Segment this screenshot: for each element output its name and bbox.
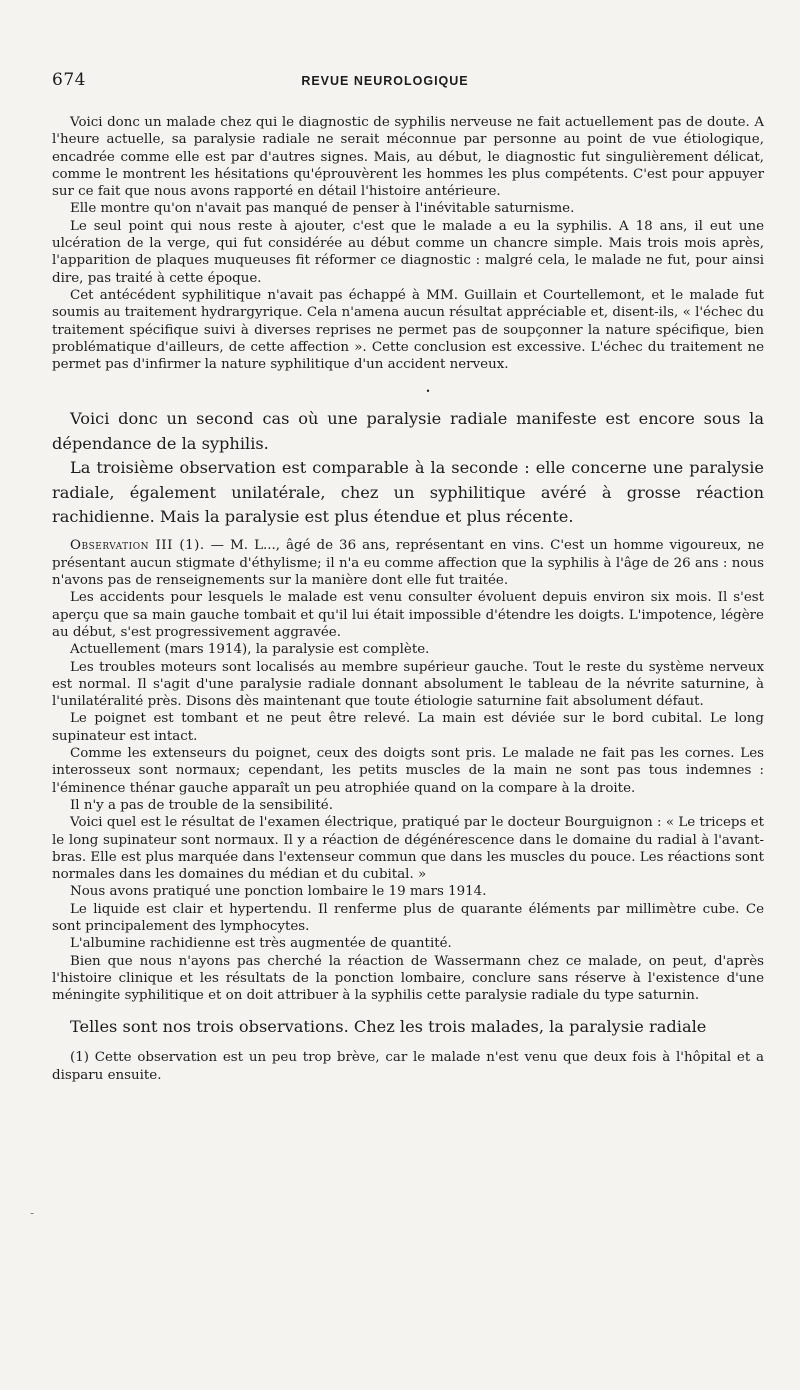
paragraph: Actuellement (mars 1914), la paralysie est complète. (70, 642, 430, 658)
paragraph: Cet antécédent syphilitique n'avait pas échappé à MM. Guillain et Courtellemont, et le malade fut soumis au traitement hydrargyrique. Cela n'amena aucun résultat appréciable et, disent-ils, « l'échec du traitement spécifique suivi à diverses reprises ne permet pas de soupçonner la nature spécifique, bien problématique d'ailleurs, de cette affection ». Cette conclusion est excessive. L'échec du traitement ne permet pas d'infirmer la nature syphilitique d'un accident nerveux. (52, 287, 764, 373)
observation-section (52, 537, 764, 1004)
paragraph: Il n'y a pas de trouble de la sensibilité. (70, 797, 333, 813)
observation-lead-text: — M. L..., âgé de 36 ans, représentant en vins. C'est un homme vigoureux, ne présentant aucun stigmate d'éthylisme; il n'a eu comme affection que la syphilis à l'âge de 26 ans : nous n'avons pas de renseignements sur la manière dont elle fut traitée. (52, 538, 764, 589)
page-header (52, 70, 764, 100)
paragraph: Comme les extenseurs du poignet, ceux des doigts sont pris. Le malade ne fait pas les cornes. Les interosseux sont normaux; cependant, les petits muscles de la main ne sont pas tous indemnes : l'éminence thénar gauche apparaît un peu atrophiée quand on la compare à la droite. (52, 746, 764, 796)
margin-mark: - (30, 1206, 35, 1220)
paragraph: La troisième observation est comparable à la seconde : elle concerne une paralysie radiale, également unilatérale, chez un syphilitique avéré à grosse réaction rachidienne. Mais la paralysie est plus étendue et plus récente. (52, 458, 764, 527)
page-number: 674 (52, 70, 86, 90)
paragraph: Le seul point qui nous reste à ajouter, c'est que le malade a eu la syphilis. A 18 ans, il eut une ulcération de la verge, qui fut considérée au début comme un chancre simple. Mais trois mois après, l'apparition de plaques muqueuses fit réformer ce diagnostic : malgré cela, le malade ne fut, pour ainsi dire, pas traité à cette époque. (52, 218, 764, 286)
footnote (52, 1049, 764, 1085)
footnote-text: (1) Cette observation est un peu trop brève, car le malade n'est venu que deux fois à l'hôpital et a disparu ensuite. (52, 1049, 764, 1083)
paragraph: Elle montre qu'on n'avait pas manqué de penser à l'inévitable saturnisme. (70, 201, 575, 217)
observation-title: Observation III (1). (70, 538, 205, 554)
paragraph: Le liquide est clair et hypertendu. Il renferme plus de quarante éléments par millimètre cube. Ce sont principalement des lymphocytes. (52, 901, 764, 935)
paragraph: Voici quel est le résultat de l'examen électrique, pratiqué par le docteur Bourguignon : « Le triceps et le long supinateur sont normaux. Il y a réaction de dégénérescence dans le domaine du radial à l'avant-bras. Elle est plus marquée dans l'extenseur commun que dans les muscles du pouce. Les réactions sont normales dans les domaines du médian et du cubital. » (52, 815, 764, 883)
paragraph: Voici donc un malade chez qui le diagnostic de syphilis nerveuse ne fait actuellement pas de doute. A l'heure actuelle, sa paralysie radiale ne serait méconnue par personne au point de vue étiologique, encadrée comme elle est par d'autres signes. Mais, au début, le diagnostic fut singulièrement délicat, comme le montrent les hésitations qu'éprouvèrent les hommes les plus compétents. C'est pour appuyer sur ce fait que nous avons rapporté en détail l'histoire antérieure. (52, 115, 764, 200)
intro-section (52, 114, 764, 373)
paragraph: L'albumine rachidienne est très augmentée de quantité. (70, 936, 452, 952)
observation-lead (52, 537, 764, 589)
paragraph: Les troubles moteurs sont localisés au membre supérieur gauche. Tout le reste du système nerveux est normal. Il s'agit d'une paralysie radiale donnant absolument le tableau de la névrite saturnine, à l'unilatéralité près. Disons dès maintenant que toute étiologie saturnine fait absolument défaut. (52, 659, 764, 710)
separator-mark: • (425, 387, 431, 397)
closing-line: Telles sont nos trois observations. Chez les trois malades, la paralysie radiale (70, 1016, 707, 1036)
paragraph: Bien que nous n'ayons pas cherché la réaction de Wassermann chez ce malade, on peut, d'après l'histoire clinique et les résultats de la ponction lombaire, conclure sans réserve à l'existence d'une méningite syphilitique et on doit attribuer à la syphilis cette paralysie radiale du type saturnin. (52, 953, 764, 1004)
running-title: REVUE NEUROLOGIQUE (301, 74, 469, 88)
paragraph: Voici donc un second cas où une paralysie radiale manifeste est encore sous la dépendance de la syphilis. (52, 409, 764, 453)
closing-section (52, 1015, 764, 1039)
large-section (52, 407, 764, 529)
paragraph: Le poignet est tombant et ne peut être relevé. La main est déviée sur le bord cubital. Le long supinateur est intact. (52, 711, 764, 744)
paragraph: Nous avons pratiqué une ponction lombaire le 19 mars 1914. (70, 884, 487, 900)
paragraph: Les accidents pour lesquels le malade est venu consulter évoluent depuis environ six mois. Il s'est aperçu que sa main gauche tombait et qu'il lui était impossible d'étendre les doigts. L'impotence, légère au début, s'est progressivement aggravée. (52, 590, 764, 640)
